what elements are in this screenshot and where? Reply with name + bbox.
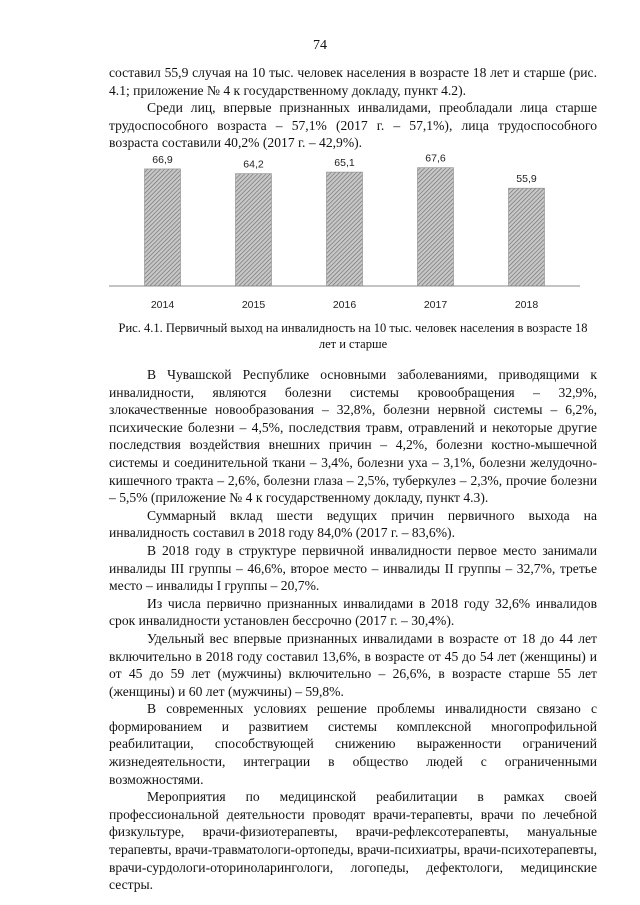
bar-2018 <box>509 188 545 286</box>
data-label-2016: 65,1 <box>334 157 355 170</box>
bar-2014 <box>145 169 181 286</box>
page-number: 74 <box>313 38 327 53</box>
bar-2015 <box>236 174 272 286</box>
paragraph: В Чувашской Республике основными заболеваниями, приводящими к инвалидности, являются болезни системы кровообращения – 32,9%, злокачественные новообразования – 32,8%, болезни нервной системы – 6,2%, психические болезни – 4,5%, последствия травм, отравлений и некоторые другие последствия воздействия внешних причин – 4,2%, болезни костно-мышечной системы и соединительной ткани – 3,4%, болезни уха – 3,1%, болезни желудочно-кишечного тракта – 2,6%, болезни глаза – 2,5%, туберкулез – 2,3%, прочие болезни – 5,5% (приложение № 4 к государственному докладу, пункт 4.3). <box>109 367 597 506</box>
data-label-2014: 66,9 <box>152 153 173 166</box>
x-tick-label-2016: 2016 <box>332 299 357 311</box>
paragraph: Мероприятия по медицинской реабилитации в рамках своей профессиональной деятельности проводят врачи-терапевты, врачи по лечебной физкультуре, врачи-физиотерапевты, врачи-рефлексотерапевты, мануальные терапевты, врачи-травматологи-ортопеды, врачи-психиатры, врачи-психотерапевты, врачи-сурдологи-оториноларингологи, логопеды, дефектологи, медицинские сестры. <box>109 789 597 893</box>
bar-2016 <box>327 172 363 286</box>
paragraph-continued: составил 55,9 случая на 10 тыс. человек населения в возрасте 18 лет и старше (рис. 4.1; приложение № 4 к государственному докладу, пункт 4.2). <box>109 65 597 98</box>
chart-plot-area <box>109 153 580 311</box>
bottom-text-block <box>109 366 597 894</box>
data-label-2017: 67,6 <box>425 152 446 165</box>
paragraph: Удельный вес впервые признанных инвалидами в возрасте от 18 до 44 лет включительно в 2018 году составил 13,6%, в возрасте от 45 до 54 лет (женщины) и от 45 до 59 лет (мужчины) включительно – 26,6%, в возрасте старше 55 лет (женщины) и 60 лет (мужчины) – 59,8%. <box>109 630 597 699</box>
top-text-block <box>109 64 597 152</box>
x-tick-label-2018: 2018 <box>514 299 539 311</box>
paragraph: В 2018 году в структуре первичной инвалидности первое место занимали инвалиды III группы – 46,6%, второе место – инвалиды II группы – 32,7%, третье место – инвалиды I группы – 20,7%. <box>109 542 597 594</box>
paragraph: В современных условиях решение проблемы инвалидности связано с формированием и развитием системы комплексной многопрофильной реабилитации, способствующей снижению выраженности ограничений жизнедеятельности, интеграции в общество людей с ограниченными возможностями. <box>109 701 597 787</box>
bar-chart <box>109 148 597 318</box>
paragraph: Суммарный вклад шести ведущих причин первичного выхода на инвалидность составил в 2018 году 84,0% (2017 г. – 83,6%). <box>109 507 597 541</box>
data-label-2018: 55,9 <box>516 173 537 186</box>
x-tick-label-2017: 2017 <box>423 299 448 311</box>
paragraph: Среди лиц, впервые признанных инвалидами, преобладали лица старше трудоспособного возраста – 57,1% (2017 г. – 57,1%), лица трудоспособного возраста составили 40,2% (2017 г. – 42,9%). <box>109 100 597 151</box>
x-tick-label-2014: 2014 <box>150 299 175 311</box>
bar-2017 <box>418 168 454 286</box>
figure-caption: Рис. 4.1. Первичный выход на инвалидность на 10 тыс. человек населения в возрасте 18 лет и старше <box>118 321 588 351</box>
data-label-2015: 64,2 <box>243 158 264 171</box>
x-tick-label-2015: 2015 <box>241 299 266 311</box>
paragraph: Из числа первично признанных инвалидами в 2018 году 32,6% инвалидов срок инвалидности установлен бессрочно (2017 г. – 30,4%). <box>109 595 597 629</box>
